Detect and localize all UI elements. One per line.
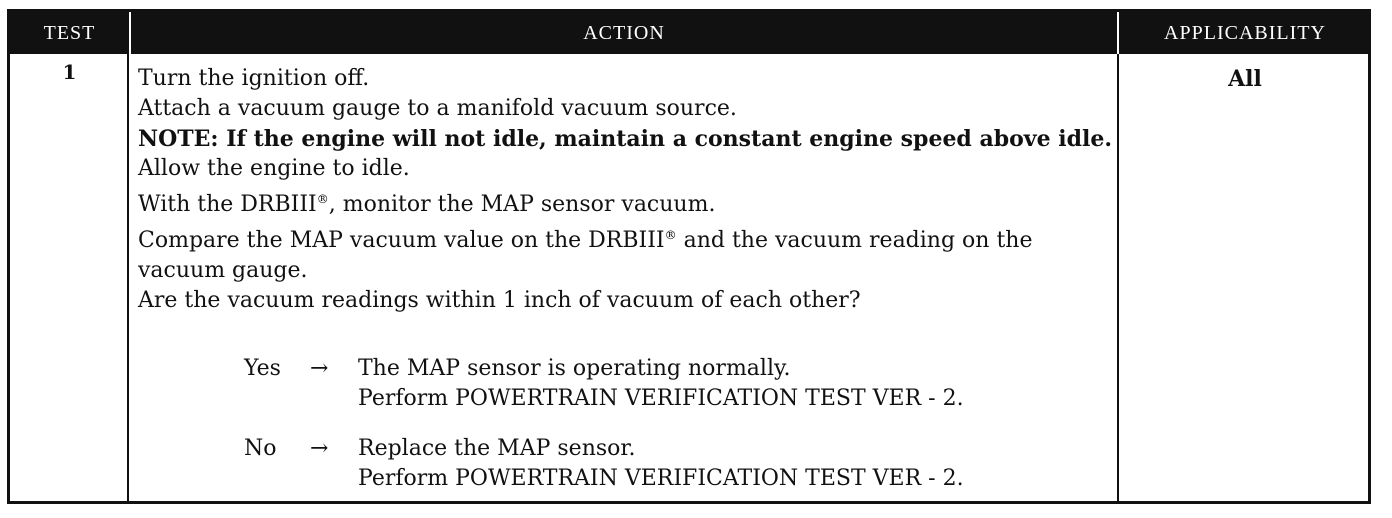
step-text-part: , monitor the MAP sensor vacuum. [328, 192, 716, 217]
test-number: 1 [62, 60, 77, 84]
right-arrow-icon: → [310, 356, 329, 381]
header-test: TEST [43, 22, 96, 44]
column-divider [1117, 54, 1119, 501]
header-action: ACTION [583, 22, 665, 44]
question-text: Are the vacuum readings within 1 inch of vacuum of each other? [138, 288, 861, 313]
answer-no [138, 434, 1113, 494]
right-arrow-icon: → [310, 436, 329, 461]
table-header [10, 12, 1368, 54]
step-text: Turn the ignition off. [138, 66, 370, 91]
step-text: Attach a vacuum gauge to a manifold vacuum source. [138, 96, 737, 121]
action-steps [138, 64, 1113, 316]
step-text-part: Compare the MAP vacuum value on the DRBIII [138, 228, 665, 253]
answer-list [138, 354, 1113, 514]
registered-mark: ® [664, 228, 677, 242]
step-text-part: and the vacuum reading on the vacuum gauge. [138, 228, 1033, 283]
diagnostic-test-table [7, 9, 1371, 504]
answer-next-step: Perform POWERTRAIN VERIFICATION TEST VER - 2. [358, 386, 964, 411]
applicability-value: All [1228, 66, 1262, 92]
answer-label: Yes [244, 356, 281, 381]
answer-label: No [244, 436, 277, 461]
answer-result: The MAP sensor is operating normally. [358, 356, 791, 381]
step-text: Allow the engine to idle. [138, 156, 410, 181]
step-text-part: With the DRBIII [138, 192, 317, 217]
note-text: NOTE: If the engine will not idle, maintain a constant engine speed above idle. [138, 126, 1112, 152]
answer-yes [138, 354, 1113, 414]
step-text [138, 220, 1113, 286]
answer-result: Replace the MAP sensor. [358, 436, 636, 461]
answer-next-step: Perform POWERTRAIN VERIFICATION TEST VER - 2. [358, 466, 964, 491]
column-divider [127, 54, 129, 501]
registered-mark: ® [316, 192, 329, 206]
header-applicability: APPLICABILITY [1164, 22, 1326, 44]
step-text [138, 184, 1113, 220]
